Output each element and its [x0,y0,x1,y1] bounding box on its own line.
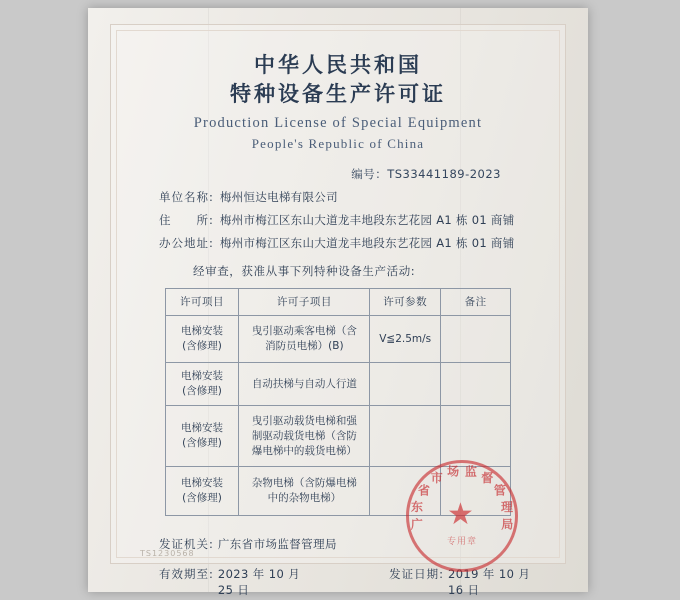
seal-bottom-text: 专用章 [446,537,477,547]
seal-char: 局 [501,517,514,532]
table-header-param: 许可参数 [370,289,440,316]
table-header-subitem: 许可子项目 [239,289,370,316]
certificate-paper [88,8,588,597]
serial-label: 编号： [351,167,388,181]
cell-param: V≦2.5m/s [370,316,440,363]
cell-param [370,363,440,406]
title-country: 中华人民共和国 [254,53,422,77]
field-company-name [141,189,535,205]
issuer-row [159,536,535,552]
cell-subitem: 杂物电梯（含防爆电梯 中的杂物电梯） [239,467,370,516]
cell-subitem: 曳引驱动载货电梯和强 制驱动载货电梯（含防 爆电梯中的载货电梯） [239,406,370,467]
table-row [165,363,511,406]
serial-value: TS33441189-2023 [387,167,501,181]
table-row [165,316,511,363]
validity-value: 2023 年 10 月 25 日 [217,567,301,597]
issuer-label: 发证机关: [159,537,214,551]
title-english-country: People's Republic of China [251,136,425,151]
dates-row [159,566,535,598]
field-value: 梅州恒达电梯有限公司 [219,190,338,204]
cell-item: 电梯安装 (含修理) [165,467,239,516]
cell-subitem: 曳引驱动乘客电梯（含 消防员电梯）(B) [239,316,370,363]
table-header-remark: 备注 [440,289,510,316]
certificate-content [111,25,565,597]
cell-item: 电梯安装 (含修理) [165,316,239,363]
field-label: 住 所: [159,213,214,227]
seal-char: 东 [411,499,424,514]
license-scope-table [165,288,512,516]
seal-char: 督 [481,471,494,486]
seal-char: 市 [430,471,443,486]
seal-star-icon: ★ [447,497,474,532]
table-row [165,406,511,467]
table-header-item: 许可项目 [165,289,239,316]
seal-char: 监 [464,464,477,479]
cell-remark [440,363,510,406]
certificate-footer [141,536,535,598]
cell-remark [440,467,510,516]
certificate-border [110,24,566,597]
paper-watermark-code: TS1230568 [140,549,195,558]
table-row [165,467,511,516]
field-value: 梅州市梅江区东山大道龙丰地段东艺花园 A1 栋 01 商铺 [219,213,515,227]
issue-date-value: 2019 年 10 月 16 日 [448,567,531,597]
issue-date-group [389,566,535,598]
seal-char: 管 [493,483,506,498]
field-label: 单位名称: [159,190,214,204]
title-english-license: Production License of Special Equipment [193,115,483,131]
field-office-address [141,235,535,251]
seal-char: 理 [500,499,513,514]
cell-remark [440,316,510,363]
seal-char: 广 [410,517,423,532]
issue-date-label: 发证日期: [389,567,444,581]
seal-char: 场 [447,464,460,479]
cell-item: 电梯安装 (含修理) [165,406,239,467]
title-license: 特种设备生产许可证 [230,82,446,106]
cell-item: 电梯安装 (含修理) [165,363,239,406]
issuer-value: 广东省市场监督管理局 [217,537,337,551]
approval-statement: 经审查，获准从事下列特种设备生产活动: [193,264,416,278]
seal-char: 省 [418,483,431,498]
serial-number [141,166,535,182]
cell-subitem: 自动扶梯与自动人行道 [239,363,370,406]
cell-param [370,406,440,467]
cell-param [370,467,440,516]
field-residence [141,212,535,228]
validity-label: 有效期至: [159,567,214,581]
table-header-row [165,289,511,316]
field-label: 办公地址: [159,236,214,250]
field-value: 梅州市梅江区东山大道龙丰地段东艺花园 A1 栋 01 商铺 [219,236,515,250]
cell-remark [440,406,510,467]
